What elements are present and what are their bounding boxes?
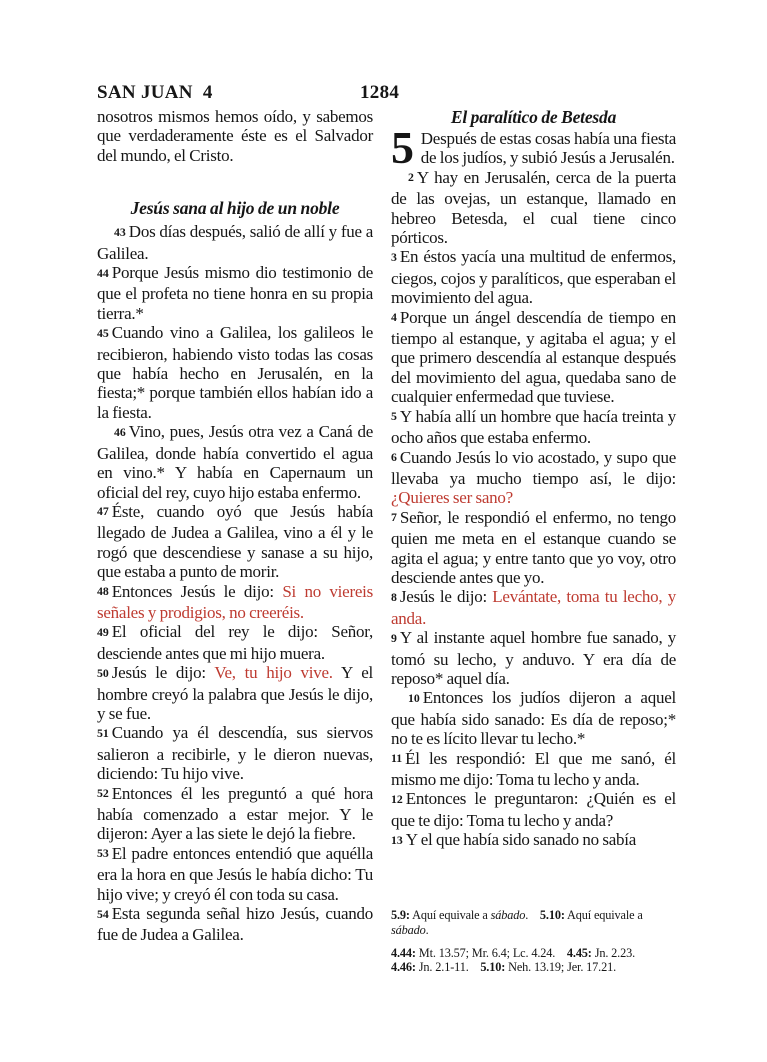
text-segment: 5.10: (539, 908, 565, 922)
verse-50 (97, 663, 373, 723)
footnote-group (391, 908, 676, 938)
verse-53 (97, 844, 373, 904)
text-segment: . (525, 908, 540, 922)
verse-number: 9 (391, 630, 397, 645)
jesus-words: Levántate, toma tu lecho, y anda. (391, 587, 676, 628)
text-segment: Porque Jesús mismo dio testimonio de que el profeta no tiene honra en su propia tierra.* (97, 263, 373, 323)
verse-number: 8 (391, 589, 397, 604)
verse-10 (391, 688, 676, 748)
footnote-line (391, 946, 676, 961)
text-segment: Y había allí un hombre que hacía treinta y ocho años que estaba enfermo. (391, 406, 676, 448)
verse-6 (391, 448, 676, 508)
footnote-line (391, 908, 676, 938)
page-number: 1284 (360, 82, 400, 103)
verse-13 (391, 830, 676, 851)
jesus-words: Ve, tu hijo vive. (214, 663, 333, 683)
section-heading-left: Jesús sana al hijo de un noble (130, 198, 340, 219)
text-segment: 4.45: (566, 945, 592, 960)
verse-number: 50 (97, 665, 109, 680)
jesus-words: Si no viereis señales y prodigios, no creeréis. (97, 581, 373, 622)
chapter-5-opening (391, 122, 676, 173)
verse-8 (391, 587, 676, 628)
verse-3 (391, 247, 676, 307)
verse-number: 54 (97, 906, 109, 921)
text-segment: Jesús le dijo: (111, 663, 215, 683)
verse-11 (391, 749, 676, 790)
verse-number: 53 (97, 846, 109, 861)
text-segment: Él les respondió: El que me sanó, él mismo me dijo: Toma tu lecho y anda. (391, 748, 676, 789)
verse-7 (391, 508, 676, 588)
text-segment: El oficial del rey le dijo: Señor, desciende antes que mi hijo muera. (97, 622, 373, 663)
jesus-words: ¿Quieres ser sano? (391, 488, 513, 508)
text-segment: En éstos yacía una multitud de enfermos, ciegos, cojos y paralíticos, que esperaban el movimiento del agua. (391, 247, 676, 308)
text-segment: Esta segunda señal hizo Jesús, cuando fue de Judea a Galilea. (97, 904, 373, 945)
text-segment: Entonces los judíos dijeron a aquel que había sido sanado: Es día de reposo;* no te es lícito llevar tu lecho.* (391, 688, 676, 749)
text-segment: sábado (490, 908, 526, 922)
text-segment: Mt. 13.57; Mr. 6.4; Lc. 4.24. (415, 945, 567, 960)
text-segment: Jn. 2.1-11. (415, 960, 481, 975)
text-segment: Entonces Jesús le dijo: (111, 581, 283, 601)
verse-45 (97, 323, 373, 422)
verse-47 (97, 502, 373, 582)
text-segment: Entonces le preguntaron: ¿Quién es el que te dijo: Toma tu lecho y anda? (391, 789, 676, 830)
verse-2 (391, 168, 676, 248)
text-segment: Dos días después, salió de allí y fue a Galilea. (97, 222, 373, 263)
verse-46 (97, 422, 373, 502)
verse-number: 47 (97, 504, 109, 519)
text-segment: Jn. 2.23. (591, 945, 636, 960)
text-segment: 4.46: (391, 960, 416, 975)
verse-number: 2 (408, 170, 414, 185)
text-segment: Éste, cuando oyó que Jesús había llegado de Judea a Galilea, vino a él y le rogó que descendiese y sanase a su hijo, que estaba a punto de morir. (97, 501, 373, 582)
text-segment: Vino, pues, Jesús otra vez a Caná de Galilea, donde había convertido el agua en vino.* Y había en Capernaum un oficial del rey, cuyo hijo estaba enfermo. (97, 422, 373, 502)
verse-43 (97, 222, 373, 263)
text-segment: Cuando Jesús lo vio acostado, y supo que llevaba ya mucho tiempo así, le dijo: (391, 447, 676, 488)
verse-4 (391, 308, 676, 407)
text-segment: Aquí equivale a (409, 908, 491, 922)
verse-number: 7 (391, 510, 397, 525)
verse-number: 12 (391, 791, 403, 806)
verse-number: 49 (97, 624, 109, 639)
chapter-number-dropcap: 5 (391, 122, 414, 173)
text-segment: Neh. 13.19; Jer. 17.21. (505, 960, 617, 975)
verse-number: 51 (97, 725, 109, 740)
text-segment: Entonces él les preguntó a qué hora había comenzado a estar mejor. Y le dijeron: Ayer a las siete le dejó la fiebre. (97, 783, 373, 844)
verse-12 (391, 789, 676, 830)
verse-number: 3 (391, 249, 397, 264)
text-segment: Señor, le respondió el enfermo, no tengo quien me meta en el estanque cuando se agita el agua; y entre tanto que yo voy, otro desciende antes que yo. (391, 507, 676, 587)
verse-5 (391, 407, 676, 448)
verse-number: 11 (391, 751, 403, 766)
text-segment: Aquí equivale a (564, 908, 643, 922)
running-head-book-chapter: SAN JUAN 4 (97, 82, 213, 103)
right-verses (391, 168, 676, 852)
text-segment: Jesús le dijo: (399, 587, 493, 607)
text-segment: 4.44: (391, 945, 416, 960)
verse-52 (97, 784, 373, 844)
text-segment: Porque un ángel descendía de tiempo en tiempo al estanque, y agitaba el agua; y el que primero descendía al estanque después del movimiento del agua, quedaba sano de cualquier enfermedad que tuviese. (391, 307, 676, 407)
verse-number: 45 (97, 325, 109, 340)
left-verses (97, 222, 373, 945)
verse-number: 52 (97, 786, 109, 801)
verse-number: 46 (114, 424, 126, 439)
text-segment: Y el que había sido sanado no sabía (405, 830, 637, 850)
footnote-line (391, 960, 676, 975)
verse-1-text: Después de estas cosas había una fiesta de los judíos, y subió Jesús a Jerusalén. (420, 129, 676, 168)
footnote-group (391, 946, 676, 976)
continuation-paragraph: nosotros mismos hemos oído, y sabemos que verdaderamente éste es el Salvador del mundo, el Cristo. (97, 107, 373, 165)
right-column (391, 107, 676, 852)
text-segment: 5.9: (391, 908, 410, 922)
text-segment: Y el hombre creyó la palabra que Jesús le dijo, y se fue. (97, 663, 373, 723)
verse-48 (97, 582, 373, 623)
footnotes (391, 908, 676, 983)
verse-number: 6 (391, 450, 397, 464)
verse-number: 48 (97, 584, 109, 599)
text-segment: 5.10: (480, 960, 506, 975)
text-segment: Y hay en Jerusalén, cerca de la puerta de las ovejas, un estanque, llamado en hebreo Betesda, el cual tiene cinco pórticos. (391, 167, 676, 248)
verse-9 (391, 628, 676, 688)
text-segment: El padre entonces entendió que aquélla era la hora en que Jesús le había dicho: Tu hijo vive; y creyó él con toda su casa. (97, 843, 373, 904)
verse-number: 5 (391, 409, 397, 424)
text-segment: Cuando vino a Galilea, los galileos le recibieron, habiendo visto todas las cosas que había hecho en Jerusalén, en la fiesta;* porque también ellos habían ido a la fiesta. (97, 323, 373, 422)
text-segment: Y al instante aquel hombre fue sanado, y tomó su lecho, y anduvo. Y era día de reposo* aquel día. (391, 628, 676, 688)
verse-49 (97, 622, 373, 663)
verse-44 (97, 263, 373, 323)
verse-number: 10 (408, 690, 420, 705)
verse-54 (97, 904, 373, 945)
verse-51 (97, 723, 373, 783)
text-segment: Cuando ya él descendía, sus siervos salieron a recibirle, y le dieron nuevas, diciendo: Tu hijo vive. (97, 723, 373, 784)
left-column (97, 107, 373, 945)
verse-number: 4 (391, 310, 397, 325)
section-heading-right: El paralítico de Betesda (450, 107, 617, 127)
verse-number: 44 (97, 265, 109, 280)
verse-number: 13 (391, 832, 403, 847)
text-segment: sábado (391, 922, 426, 937)
verse-number: 43 (114, 224, 126, 239)
text-segment: . (425, 922, 429, 937)
